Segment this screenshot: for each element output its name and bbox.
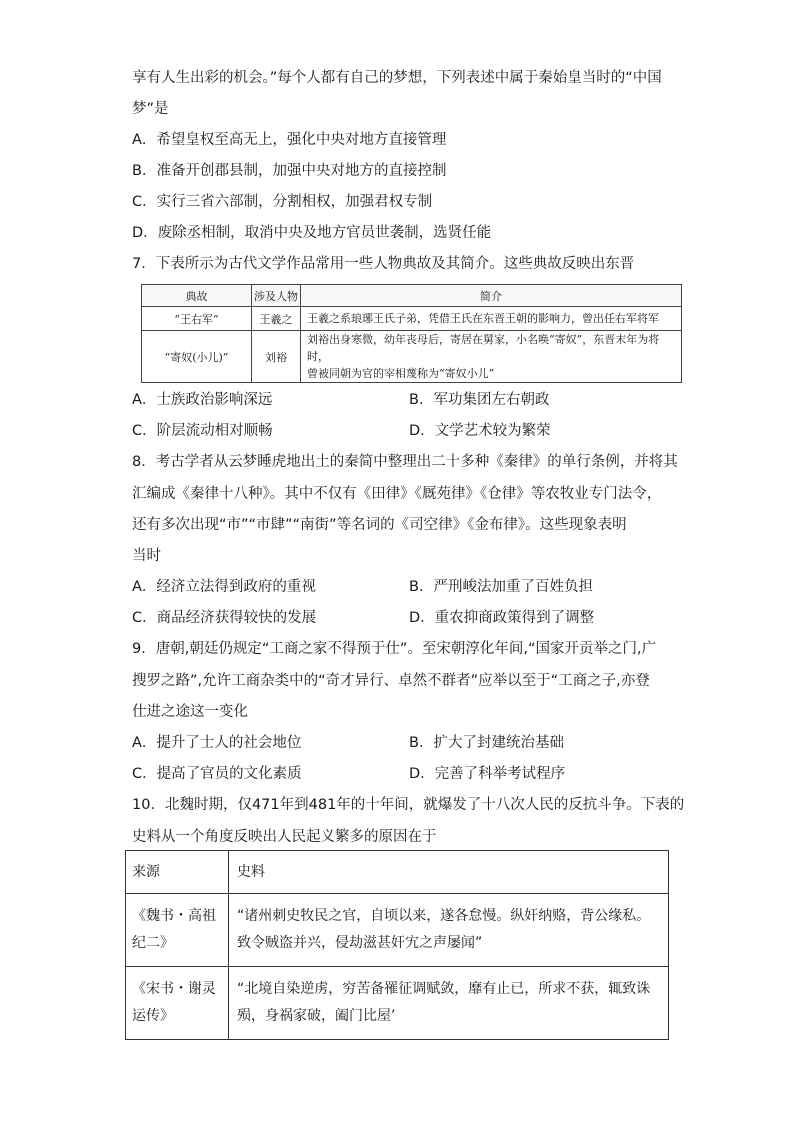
q9-option-a: A．提升了士人的社会地位 <box>132 735 302 751</box>
person-cell: 王羲之 <box>252 307 301 331</box>
source-line: 运传》 <box>132 1008 174 1024</box>
table-row <box>126 894 669 967</box>
text-cell <box>229 894 669 967</box>
text-line: 致令贼盗并兴，侵劫滋甚奸宄之声屡闻” <box>237 935 483 951</box>
source-line: 纪二》 <box>132 935 174 951</box>
allusion-cell: “王右军” <box>142 307 252 331</box>
header-text: 史料 <box>229 851 669 894</box>
q8-option-d: D．重农抑商政策得到了调整 <box>409 610 595 626</box>
q8-line3: 还有多次出现“市”“市肆”“南街”等名词的《司空律》《金布律》。这些现象表明 <box>132 517 627 533</box>
desc-line: 曾被同朝为官的宰相蔑称为“寄奴小儿” <box>307 367 495 380</box>
q9-line3: 仕进之途这一变化 <box>132 704 248 720</box>
q9-option-d: D．完善了科举考试程序 <box>409 766 566 782</box>
desc-cell <box>301 307 682 331</box>
q10-line1: 10．北魏时期，仅471年到481年的十年间，就爆发了十八次人民的反抗斗争。下表的 <box>132 797 685 813</box>
q8-option-c: C．商品经济获得较快的发展 <box>132 610 317 626</box>
header-person: 涉及人物 <box>252 285 301 307</box>
desc-cell <box>301 331 682 383</box>
source-line: 《宋书・谢灵 <box>132 981 216 997</box>
header-desc: 简介 <box>301 285 682 307</box>
text-line: “诸州刺史牧民之官，自顷以来，遂各怠慢。纵奸纳赂，背公缘私。 <box>237 908 651 924</box>
desc-line: 刘裕出身寒微，幼年丧母后，寄居在舅家，小名唤“寄奴”，东晋末年为将时， <box>307 333 660 363</box>
q6-option-d: D．废除丞相制，取消中央及地方官员世袭制，选贤任能 <box>132 225 492 241</box>
header-allusion: 典故 <box>142 285 252 307</box>
table-row <box>126 967 669 1040</box>
text-cell <box>229 967 669 1040</box>
table-row <box>142 331 682 383</box>
q10-table <box>125 850 669 1040</box>
q7-option-c: C．阶层流动相对顺畅 <box>132 423 273 439</box>
q7-table <box>141 284 682 383</box>
text-line: “北境自染逆虏，穷苦备罹征调赋敛，靡有止已，所求不获，辄致诛 <box>237 981 651 997</box>
q6-stem-line2: 梦”是 <box>132 101 169 117</box>
q7-option-b: B．军功集团左右朝政 <box>409 392 550 408</box>
q10-line2: 史料从一个角度反映出人民起义繁多的原因在于 <box>132 829 437 845</box>
header-source: 来源 <box>126 851 229 894</box>
q10-table-header <box>126 851 669 894</box>
q6-stem-line1: 享有人生出彩的机会。”每个人都有自己的梦想，下列表述中属于秦始皇当时的“中国 <box>132 70 662 86</box>
q6-option-c: C．实行三省六部制，分割相权，加强君权专制 <box>132 194 433 210</box>
q6-option-a: A．希望皇权至高无上，强化中央对地方直接管理 <box>132 132 447 148</box>
q9-option-b: B．扩大了封建统治基础 <box>409 735 564 751</box>
table-row <box>142 307 682 331</box>
q7-table-header <box>142 285 682 307</box>
desc-line: 王羲之系琅琊王氏子弟，凭借王氏在东晋王朝的影响力，曾出任右军将军 <box>307 312 659 325</box>
allusion-cell: “寄奴(小儿)” <box>142 331 252 383</box>
q8-option-b: B．严刑峻法加重了百姓负担 <box>409 579 593 595</box>
source-line: 《魏书・高祖 <box>132 908 216 924</box>
q9-option-c: C．提高了官员的文化素质 <box>132 766 302 782</box>
q8-line4: 当时 <box>132 548 161 564</box>
q8-line2: 汇编成《秦律十八种》。其中不仅有《田律》《厩苑律》《仓律》等农牧业专门法令， <box>132 486 662 502</box>
q9-line2: 搜罗之路”,允许工商杂类中的“奇才异行、卓然不群者”应举以至于“工商之子,亦登 <box>132 673 650 689</box>
q7-stem: 7．下表所示为古代文学作品常用一些人物典故及其简介。这些典故反映出东晋 <box>132 256 635 272</box>
q9-line1: 9．唐朝,朝廷仍规定“工商之家不得预于仕”。至宋朝淳化年间,“国家开贡举之门,广 <box>132 641 657 657</box>
q7-option-d: D．文学艺术较为繁荣 <box>409 423 551 439</box>
q8-option-a: A．经济立法得到政府的重视 <box>132 579 316 595</box>
q8-line1: 8．考古学者从云梦睡虎地出土的秦简中整理出二十多种《秦律》的单行条例，并将其 <box>132 454 678 470</box>
q7-option-a: A．士族政治影响深远 <box>132 392 273 408</box>
text-line: 殒，身祸家破，阖门比屋’ <box>237 1008 396 1024</box>
person-cell: 刘裕 <box>252 331 301 383</box>
source-cell <box>126 894 229 967</box>
q6-option-b: B．准备开创郡县制，加强中央对地方的直接控制 <box>132 163 447 179</box>
source-cell <box>126 967 229 1040</box>
